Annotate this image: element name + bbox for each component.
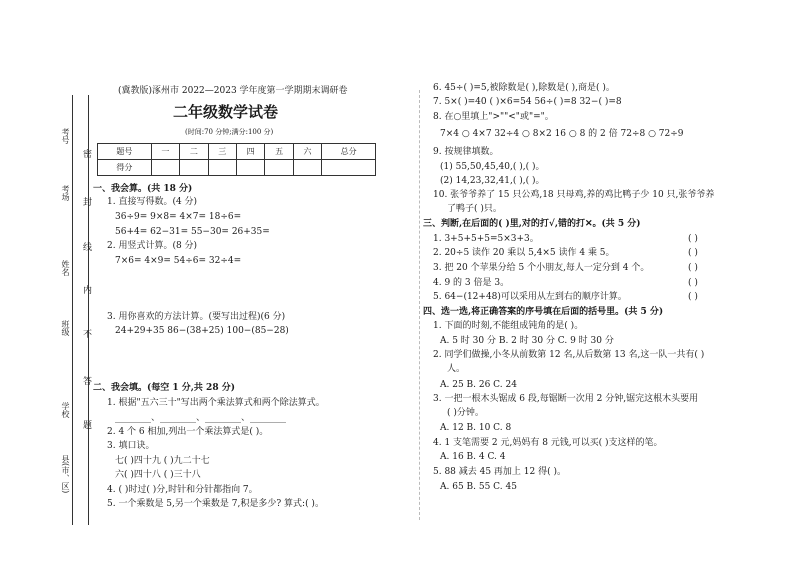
score-cell[interactable] — [293, 160, 321, 176]
exam-title: (冀教版)涿州市 2022—2023 学年度第一学期期末调研卷 — [118, 86, 348, 96]
section-1-heading: 一、我会算。(共 18 分) — [93, 184, 193, 194]
label-name: 姓名 — [61, 260, 70, 276]
question-line: 3. 填口诀。 — [107, 441, 155, 451]
score-header: 四 — [236, 144, 264, 160]
score-header: 二 — [180, 144, 208, 160]
time-score: (时间:70 分钟;满分:100 分) — [185, 128, 274, 136]
score-table-header-row — [98, 144, 376, 160]
judge-answer-box[interactable]: ( ) — [688, 248, 698, 258]
question-line: 7×6= 4×9= 54÷6= 32÷4= — [115, 256, 242, 266]
judge-item: 2. 20÷5 读作 20 乘以 5,4×5 读作 4 乘 5。 — [433, 248, 615, 258]
question-line: 3. 用你喜欢的方法计算。(要写出过程)(6 分) — [107, 312, 286, 322]
judge-item: 1. 3+5+5+5=5×3+3。 — [433, 234, 539, 244]
score-header: 五 — [265, 144, 293, 160]
judge-item: 4. 9 的 3 倍是 3。 — [433, 278, 510, 288]
judge-answer-box[interactable]: ( ) — [688, 278, 698, 288]
score-header: 题号 — [98, 144, 152, 160]
question-line: 七( )四十九 ( )九二十七 — [115, 456, 210, 466]
choice-options: A. 5 时 30 分 B. 2 时 30 分 C. 9 时 30 分 — [440, 336, 614, 346]
label-county: 县(市、区) — [61, 455, 70, 494]
score-table-score-row — [98, 160, 376, 176]
question-line: 六( )四十八 ( )三十八 — [115, 470, 201, 480]
choice-options: A. 65 B. 55 C. 45 — [440, 482, 517, 492]
judge-answer-box[interactable]: ( ) — [688, 234, 698, 244]
question-line: ( )分钟。 — [447, 408, 484, 418]
question-line: 1. 直接写得数。(4 分) — [107, 197, 198, 207]
label-exam-room: 考场 — [61, 185, 70, 201]
question-line: 1. 根据"五六三十"写出两个乘法算式和两个除法算式。 — [107, 398, 325, 408]
judge-answer-box[interactable]: ( ) — [688, 263, 698, 273]
score-table — [97, 143, 376, 176]
score-cell[interactable] — [265, 160, 293, 176]
question-line: 56+4= 62−31= 55−30= 26+35= — [115, 227, 270, 237]
section-3-heading: 三、判断,在后面的( )里,对的打√,错的打✕。(共 5 分) — [423, 219, 641, 229]
score-row-label: 得分 — [98, 160, 152, 176]
question-line: (2) 14,23,32,41,( ),( )。 — [440, 176, 545, 186]
seal-char-5: 不 — [83, 330, 93, 340]
section-4-heading: 四、选一选,将正确答案的序号填在后面的括号里。(共 5 分) — [423, 307, 664, 317]
subject-title: 二年级数学试卷 — [173, 103, 279, 121]
score-header: 六 — [293, 144, 321, 160]
section-2-heading: 二、我会填。(每空 1 分,共 28 分) — [93, 383, 235, 393]
judge-item: 5. 64−(12+48)可以采用从左到右的顺序计算。 — [433, 292, 627, 302]
question-line: 5. 一个乘数是 5,另一个乘数是 7,积是多少? 算式:( )。 — [107, 499, 324, 509]
question-line: 3. 一把一根木头锯成 6 段,每锯断一次用 2 分钟,锯完这根木头要用 — [433, 394, 699, 404]
label-class: 班级 — [61, 320, 70, 336]
question-line: 4. 1 支笔需要 2 元,妈妈有 8 元钱,可以买( )支这样的笔。 — [433, 438, 663, 448]
score-cell[interactable] — [151, 160, 179, 176]
label-school: 学校 — [61, 402, 70, 418]
question-line: 2. 4 个 6 相加,列出一个乘法算式是( )。 — [107, 427, 269, 437]
choice-options: A. 12 B. 10 C. 8 — [440, 423, 512, 433]
question-line: 2. 同学们做操,小冬从前数第 12 名,从后数第 13 名,这一队一共有( ) — [433, 350, 705, 360]
score-cell[interactable] — [236, 160, 264, 176]
question-line: 1. 下面的时刻,不能组成钝角的是( )。 — [433, 321, 584, 331]
question-line: 8. 在○里填上">""<"或"="。 — [433, 112, 554, 122]
seal-char-2: 封 — [83, 198, 93, 208]
score-cell[interactable] — [322, 160, 376, 176]
score-header: 总分 — [322, 144, 376, 160]
choice-options: A. 25 B. 26 C. 24 — [440, 380, 517, 390]
score-cell[interactable] — [208, 160, 236, 176]
seal-char-1: 密 — [83, 150, 93, 160]
seal-char-3: 线 — [83, 243, 93, 253]
question-line: 6. 45÷( )=5,被除数是( ),除数是( ),商是( )。 — [433, 83, 615, 93]
question-line: 5. 88 减去 45 再加上 12 得( )。 — [433, 467, 566, 477]
judge-answer-box[interactable]: ( ) — [688, 292, 698, 302]
label-exam-number: 考号 — [61, 128, 70, 144]
question-line: 7×4 ○ 4×7 32÷4 ○ 8×2 16 ○ 8 的 2 倍 72÷8 ○ 72÷9 — [440, 129, 684, 139]
question-line: 9. 按规律填数。 — [433, 147, 499, 157]
judge-item: 3. 把 20 个苹果分给 5 个小朋友,每人一定分到 4 个。 — [433, 263, 650, 273]
seal-char-4: 内 — [83, 286, 93, 296]
question-line: 10. 张爷爷养了 15 只公鸡,18 只母鸡,养的鸡比鸭子少 10 只,张爷爷养 — [433, 190, 715, 200]
answer-blanks[interactable]: ________、________、________、________ — [115, 413, 287, 423]
score-header: 三 — [208, 144, 236, 160]
seal-char-7: 题 — [83, 421, 93, 431]
question-line: 人。 — [447, 364, 466, 374]
question-line: 2. 用竖式计算。(8 分) — [107, 241, 198, 251]
question-line: 了鸭子( )只。 — [447, 204, 502, 214]
seal-char-6: 答 — [83, 377, 93, 387]
question-line: 4. ( )时过( )分,时针和分针都指向 7。 — [107, 485, 258, 495]
question-line: (1) 55,50,45,40,( ),( )。 — [440, 162, 545, 172]
column-divider — [419, 90, 420, 520]
score-cell[interactable] — [180, 160, 208, 176]
question-line: 7. 5×( )=40 ( )×6=54 56÷( )=8 32−( )=8 — [433, 97, 622, 107]
score-header: 一 — [151, 144, 179, 160]
choice-options: A. 16 B. 4 C. 4 — [440, 452, 506, 462]
question-line: 36÷9= 9×8= 4×7= 18÷6= — [115, 212, 242, 222]
binding-line-outer — [72, 95, 73, 525]
question-line: 24+29+35 86−(38+25) 100−(85−28) — [115, 326, 289, 336]
